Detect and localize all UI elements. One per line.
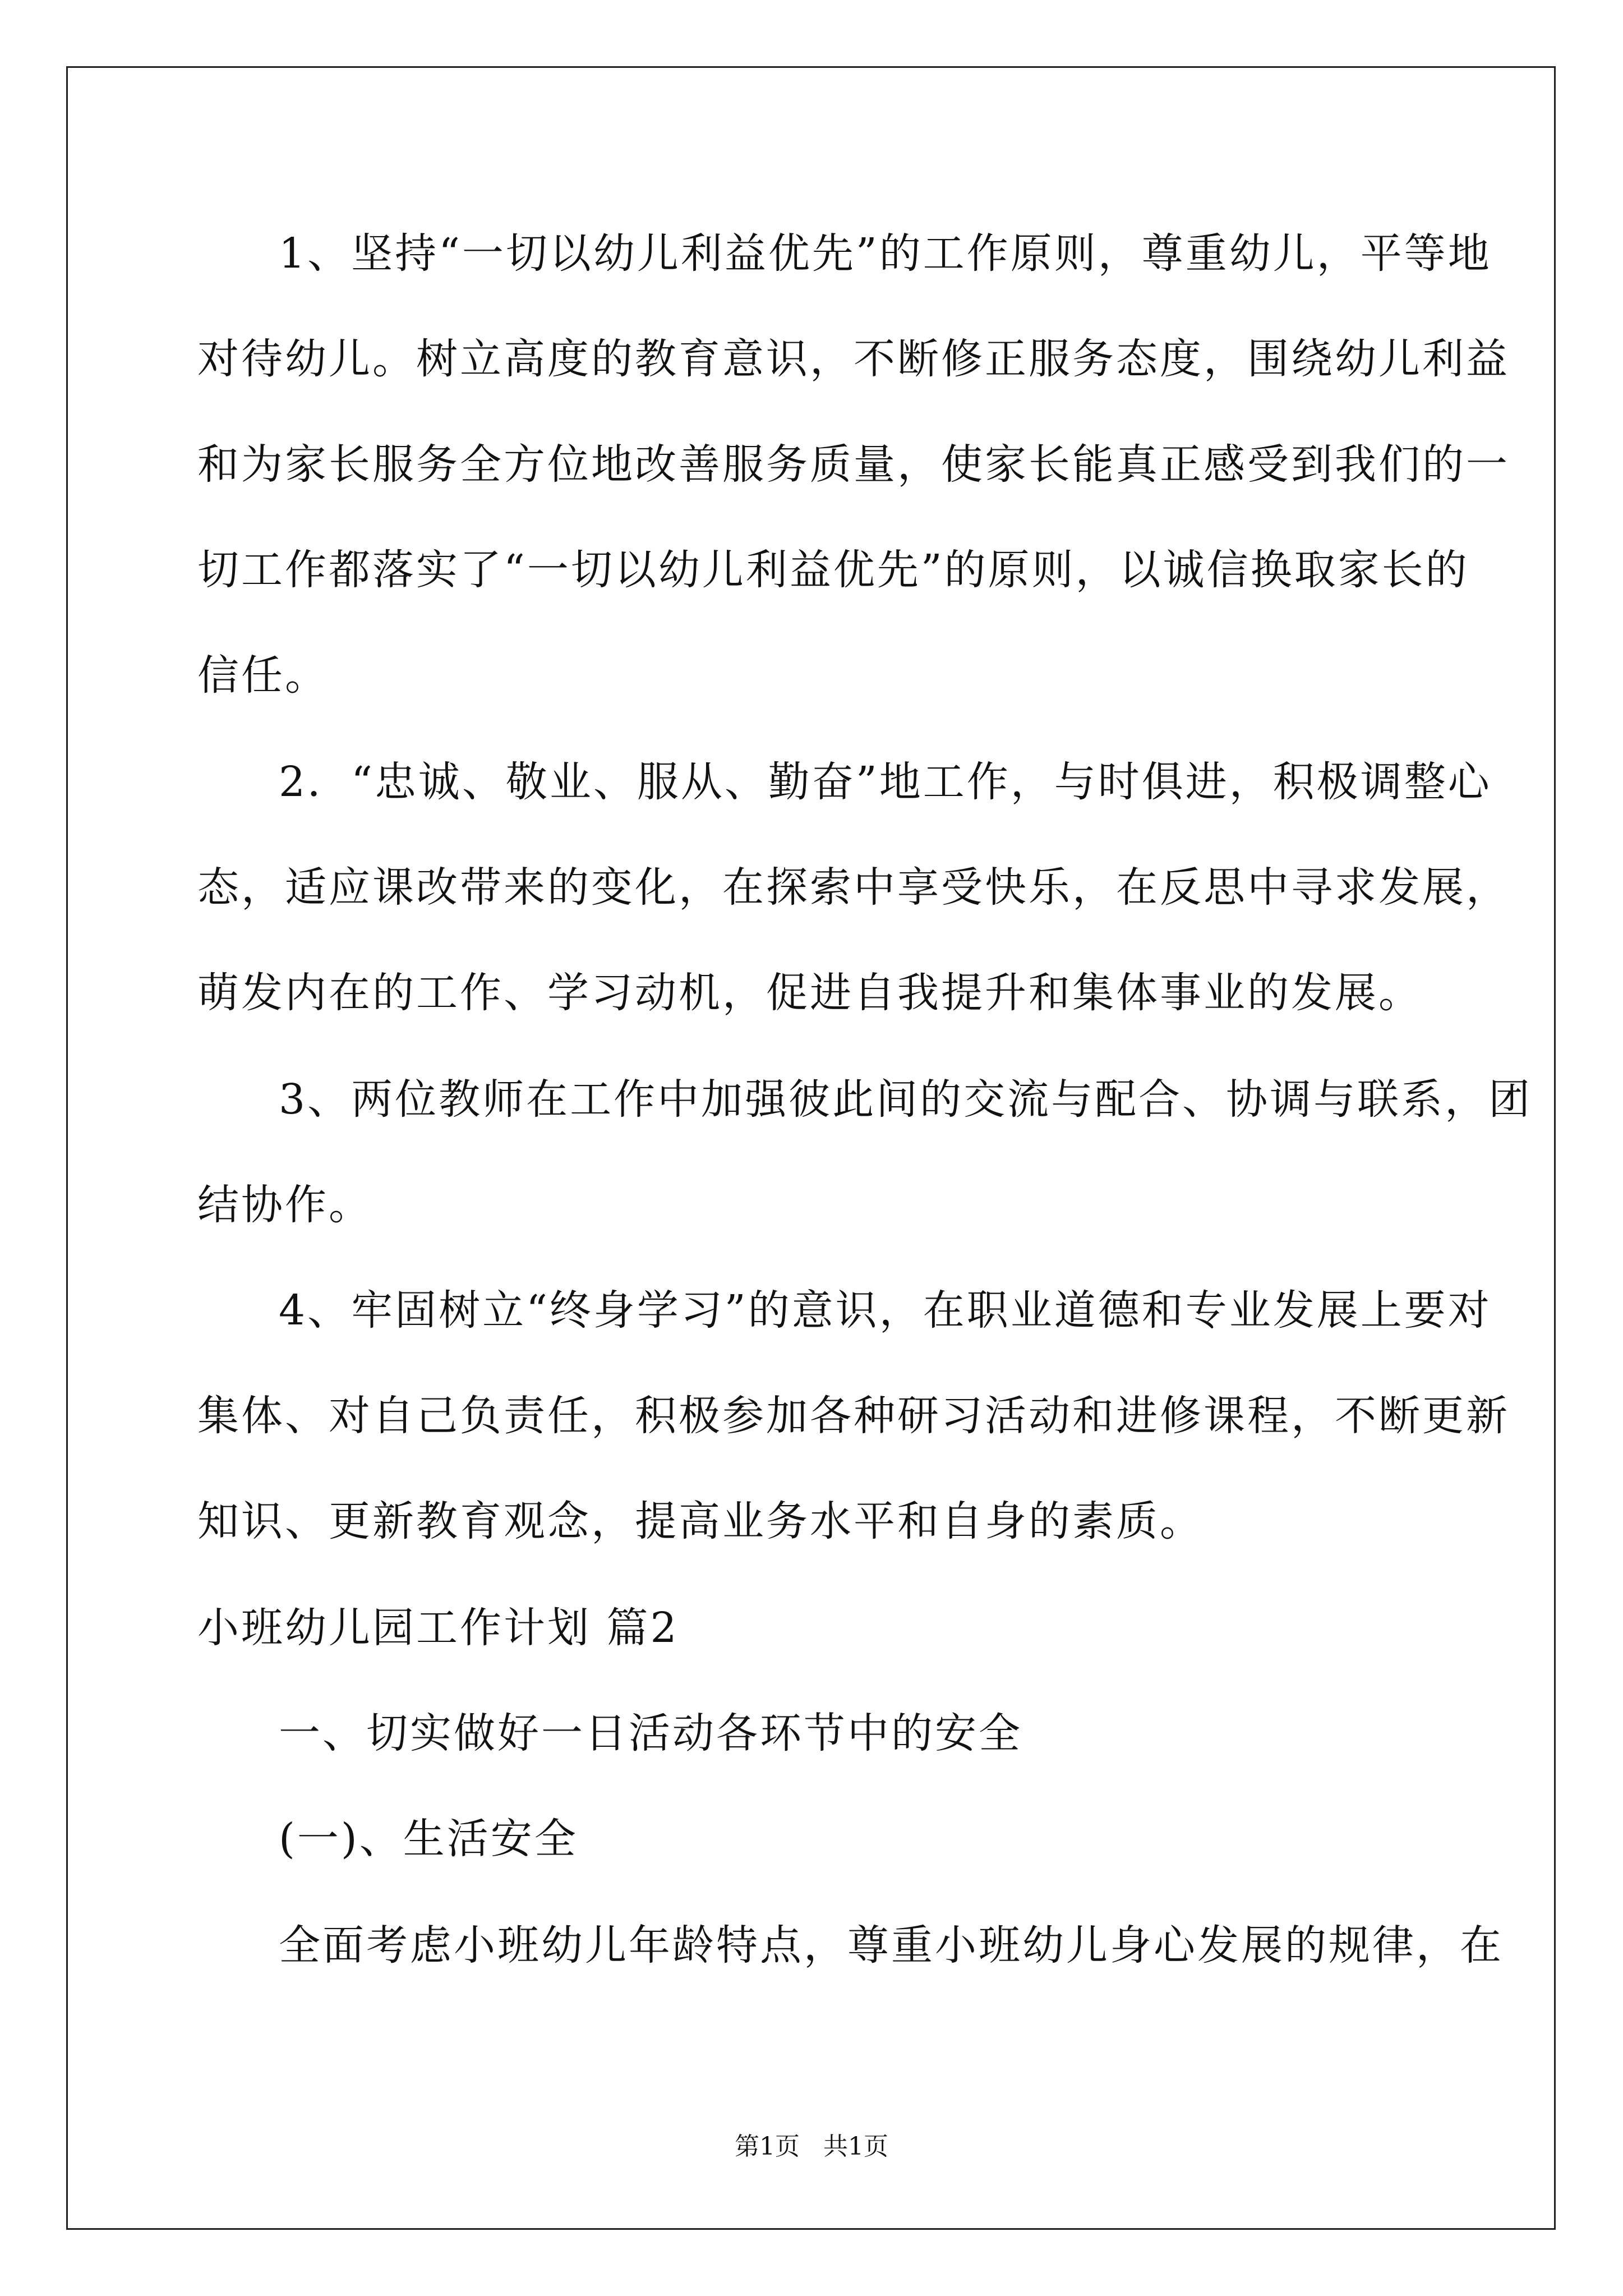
paragraph-4-line-3: 知识、更新教育观念，提高业务水平和自身的素质。 [197,1497,1204,1545]
paragraph-3-line-2: 结协作。 [197,1181,372,1229]
paragraph-4-line-2: 集体、对自己负责任，积极参加各种研习活动和进修课程，不断更新 [197,1392,1510,1440]
paragraph-2-line-3: 萌发内在的工作、学习动机，促进自我提升和集体事业的发展。 [197,969,1422,1017]
paragraph-2-line-1: 2．“忠诚、敬业、服从、勤奋”地工作，与时俱进，积极调整心 [279,758,1492,806]
subheading-1: 一、切实做好一日活动各环节中的安全 [279,1709,1022,1757]
paragraph-1-line-1: 1、坚持“一切以幼儿利益优先”的工作原则，尊重幼儿，平等地 [279,229,1492,278]
paragraph-2-line-2: 态，适应课改带来的变化，在探索中享受快乐，在反思中寻求发展， [197,863,1510,912]
paragraph-1-line-5: 信任。 [197,651,329,700]
paragraph-1-line-2: 对待幼儿。树立高度的教育意识，不断修正服务态度，围绕幼儿利益 [197,335,1510,383]
paragraph-3-line-1: 3、两位教师在工作中加强彼此间的交流与配合、协调与联系，团 [279,1075,1533,1124]
page-footer: 第1页 共1页 [735,2132,888,2161]
subheading-2: (一)、生活安全 [279,1815,578,1863]
paragraph-1-line-4: 切工作都落实了“一切以幼儿利益优先”的原则，以诚信换取家长的 [197,546,1469,594]
section-heading: 小班幼儿园工作计划 篇2 [197,1604,679,1652]
paragraph-1-line-3: 和为家长服务全方位地改善服务质量，使家长能真正感受到我们的一 [197,440,1510,489]
page-border [66,66,1556,2230]
paragraph-5-line-1: 全面考虑小班幼儿年龄特点，尊重小班幼儿身心发展的规律，在 [279,1921,1504,1970]
paragraph-4-line-1: 4、牢固树立“终身学习”的意识，在职业道德和专业发展上要对 [279,1286,1492,1335]
